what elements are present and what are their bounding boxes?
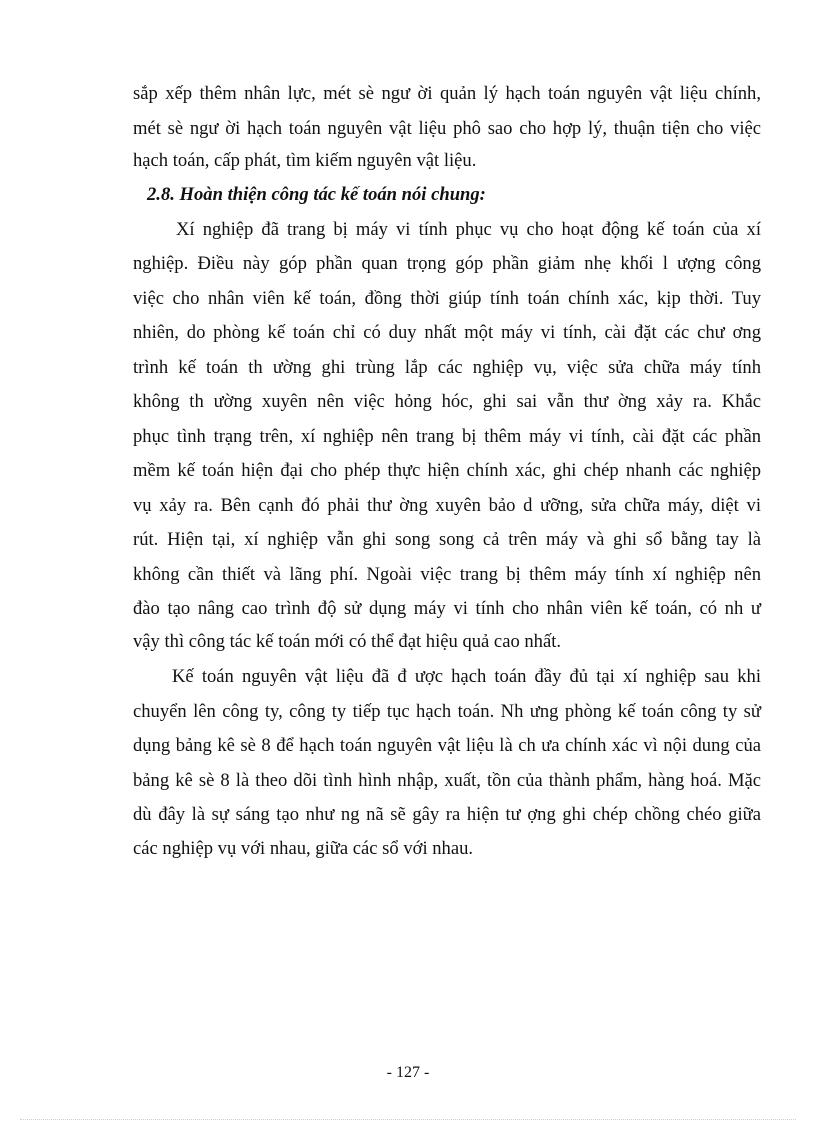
intro-line-1: sắp xếp thêm nhân lực, mét sè ngư ời quản lý hạch toán nguyên vật liệu chính, (133, 83, 761, 104)
paragraph-1-line-4: nhiên, do phòng kế toán chỉ có duy nhất một máy vi tính, cài đặt các chư ơng (133, 322, 761, 343)
paragraph-2-line-3: dụng bảng kê sè 8 để hạch toán nguyên vật liệu là ch ưa chính xác vì nội dung của (133, 735, 761, 756)
paragraph-1-line-3: việc cho nhân viên kế toán, đồng thời giúp tính toán chính xác, kịp thời. Tuy (133, 288, 761, 309)
paragraph-2-line-1: Kế toán nguyên vật liệu đã đ ược hạch toán đầy đủ tại xí nghiệp sau khi (172, 666, 761, 687)
intro-line-3: hạch toán, cấp phát, tìm kiếm nguyên vật liệu. (133, 150, 477, 171)
paragraph-1-line-12: đào tạo nâng cao trình độ sử dụng máy vi tính cho nhân viên kế toán, có nh ư (133, 598, 761, 619)
page-number: - 127 - (386, 1064, 430, 1081)
paragraph-2-line-2: chuyển lên công ty, công ty tiếp tục hạch toán. Nh ưng phòng kế toán công ty sử (133, 701, 761, 722)
paragraph-1-line-2: nghiệp. Điều này góp phần quan trọng góp phần giảm nhẹ khối l ượng công (133, 253, 761, 274)
paragraph-1-line-9: vụ xảy ra. Bên cạnh đó phải thư ờng xuyên bảo d ưỡng, sửa chữa máy, diệt vi (133, 495, 761, 516)
paragraph-2-line-6: các nghiệp vụ với nhau, giữa các sổ với nhau. (133, 838, 474, 859)
paragraph-1-line-6: không th ường xuyên nên việc hỏng hóc, ghi sai vẫn thư ờng xảy ra. Khắc (133, 391, 761, 412)
paragraph-1-line-5: trình kế toán th ường ghi trùng lắp các nghiệp vụ, việc sửa chữa máy tính (133, 357, 761, 378)
paragraph-1-line-1: Xí nghiệp đã trang bị máy vi tính phục vụ cho hoạt động kế toán của xí (176, 219, 761, 240)
footer-divider (20, 1119, 796, 1120)
paragraph-1-line-7: phục tình trạng trên, xí nghiệp nên trang bị thêm máy vi tính, cài đặt các phần (133, 426, 761, 447)
paragraph-2-line-4: bảng kê sè 8 là theo dõi tình hình nhập, xuất, tồn của thành phẩm, hàng hoá. Mặc (133, 770, 761, 791)
paragraph-2-line-5: dù đây là sự sáng tạo như ng nã sẽ gây ra hiện tư ợng ghi chép chồng chéo giữa (133, 804, 761, 825)
paragraph-1-line-10: rút. Hiện tại, xí nghiệp vẫn ghi song song cả trên máy và ghi sổ bằng tay là (133, 529, 761, 550)
section-heading: 2.8. Hoàn thiện công tác kế toán nói chung: (147, 184, 486, 205)
paragraph-1-line-13: vậy thì công tác kế toán mới có thể đạt hiệu quả cao nhất. (133, 631, 562, 652)
paragraph-1-line-8: mềm kế toán hiện đại cho phép thực hiện chính xác, ghi chép nhanh các nghiệp (133, 460, 761, 481)
intro-line-2: mét sè ngư ời hạch toán nguyên vật liệu phô sao cho hợp lý, thuận tiện cho việc (133, 118, 761, 139)
paragraph-1-line-11: không cần thiết và lãng phí. Ngoài việc trang bị thêm máy tính xí nghiệp nên (133, 564, 761, 585)
